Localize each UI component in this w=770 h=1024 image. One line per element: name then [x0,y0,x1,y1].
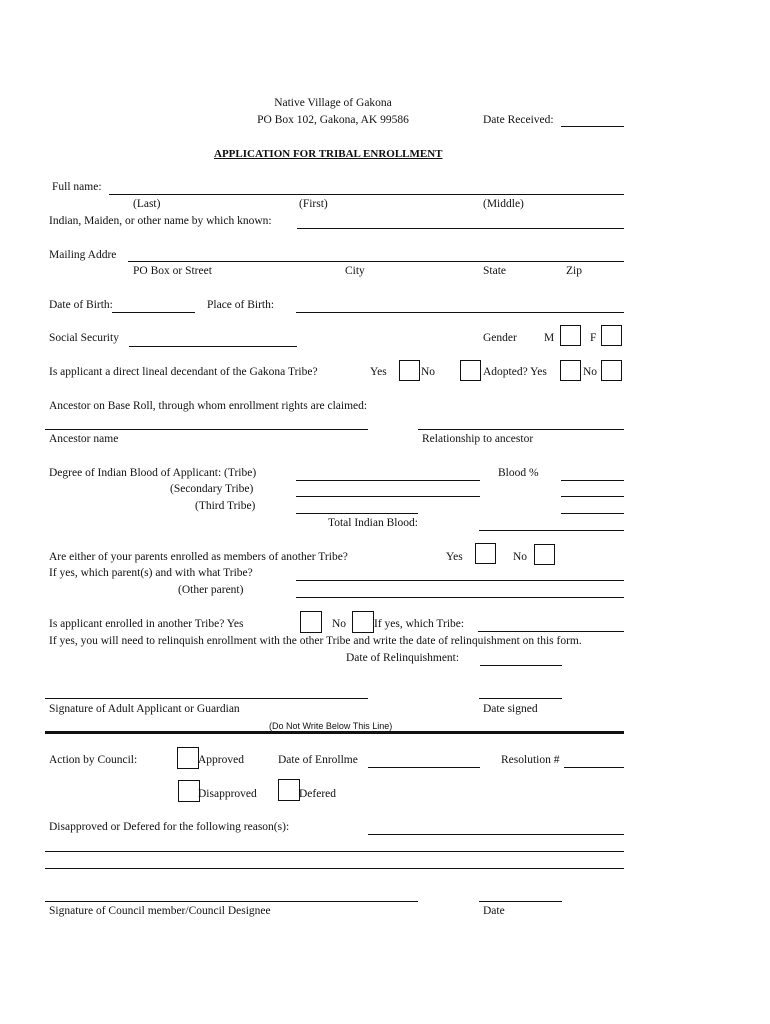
ssn-field[interactable] [129,346,297,347]
po-box-caption: PO Box or Street [133,265,212,277]
mailing-address-field[interactable] [128,261,624,262]
other-tribe-no-checkbox[interactable] [352,611,374,633]
secondary-tribe-field[interactable] [296,496,480,497]
blood-percent-field-1[interactable] [561,480,624,481]
ancestor-name-label: Ancestor name [49,433,119,445]
dob-field[interactable] [112,312,195,313]
third-tribe-label: (Third Tribe) [195,500,256,512]
council-signature-field[interactable] [45,901,418,902]
ssn-label: Social Security [49,332,119,344]
enrollment-date-field[interactable] [368,767,480,768]
place-of-birth-field[interactable] [296,312,624,313]
other-parent-label: (Other parent) [178,584,244,596]
form-title: APPLICATION FOR TRIBAL ENROLLMENT [214,148,443,160]
total-blood-field[interactable] [479,530,624,531]
other-tribe-yes-checkbox[interactable] [300,611,322,633]
resolution-label: Resolution # [501,754,560,766]
adopted-yes-checkbox[interactable] [560,360,581,381]
relinquishment-date-field[interactable] [480,665,562,666]
third-tribe-field[interactable] [296,513,418,514]
enrollment-date-label: Date of Enrollme [278,754,358,766]
which-tribe-label: If yes, which Tribe: [374,618,465,630]
full-name-label: Full name: [52,181,102,193]
other-tribe-no-label: No [332,618,347,630]
reasons-label: Disapproved or Defered for the following reason(s): [49,821,290,833]
relinquishment-date-label: Date of Relinquishment: [346,652,460,664]
place-of-birth-label: Place of Birth: [207,299,275,311]
state-caption: State [483,265,506,277]
lineal-no-label: No [421,366,436,378]
parents-yes-label: Yes [446,551,463,563]
approved-label: Approved [198,754,244,766]
which-parent-field[interactable] [296,580,624,581]
blood-degree-label: Degree of Indian Blood of Applicant: (Tribe) [49,467,257,479]
secondary-tribe-label: (Secondary Tribe) [170,483,254,495]
lineal-question: Is applicant a direct lineal decendant of the Gakona Tribe? [49,366,318,378]
gender-f-label: F [590,332,597,344]
parents-no-label: No [513,551,528,563]
resolution-field[interactable] [564,767,624,768]
adopted-no-checkbox[interactable] [601,360,622,381]
date-signed-field[interactable] [479,698,562,699]
other-name-label: Indian, Maiden, or other name by which known: [49,215,272,227]
gender-m-checkbox[interactable] [560,325,581,346]
council-date-field[interactable] [479,901,562,902]
lineal-no-checkbox[interactable] [460,360,481,381]
approved-checkbox[interactable] [177,747,199,769]
council-date-label: Date [483,905,505,917]
blood-percent-field-2[interactable] [561,496,624,497]
which-parent-label: If yes, which parent(s) and with what Tribe? [49,567,253,579]
ancestor-name-field[interactable] [45,429,368,430]
council-signature-label: Signature of Council member/Council Designee [49,905,271,917]
relationship-field[interactable] [418,429,624,430]
other-parent-field[interactable] [296,597,624,598]
date-received-label: Date Received: [483,114,554,126]
tribe-field[interactable] [296,480,480,481]
do-not-write-note: (Do Not Write Below This Line) [269,721,393,731]
middle-name-caption: (Middle) [483,198,524,210]
applicant-signature-label: Signature of Adult Applicant or Guardian [49,703,240,715]
blood-percent-label: Blood % [498,467,539,479]
lineal-yes-label: Yes [370,366,387,378]
other-tribe-question: Is applicant enrolled in another Tribe? Yes [49,618,244,630]
relinquish-notice: If yes, you will need to relinquish enrollment with the other Tribe and write the date of relinquishment on this form. [49,635,582,647]
adopted-yes-label: Adopted? Yes [483,366,547,378]
adopted-no-label: No [583,366,598,378]
city-caption: City [345,265,365,277]
action-by-council-label: Action by Council: [49,754,138,766]
applicant-signature-field[interactable] [45,698,368,699]
blood-percent-field-3[interactable] [561,513,624,514]
dob-label: Date of Birth: [49,299,113,311]
ancestor-question: Ancestor on Base Roll, through whom enrollment rights are claimed: [49,400,368,412]
zip-caption: Zip [566,265,582,277]
disapproved-checkbox[interactable] [178,780,200,802]
parents-yes-checkbox[interactable] [475,543,496,564]
relationship-label: Relationship to ancestor [422,433,534,445]
lineal-yes-checkbox[interactable] [399,360,420,381]
date-signed-label: Date signed [483,703,538,715]
other-name-field[interactable] [297,228,624,229]
gender-label: Gender [483,332,517,344]
parents-question: Are either of your parents enrolled as members of another Tribe? [49,551,348,563]
total-blood-label: Total Indian Blood: [328,517,418,529]
parents-no-checkbox[interactable] [534,544,555,565]
reasons-field-3[interactable] [45,868,624,869]
reasons-field-1[interactable] [368,834,624,835]
last-name-caption: (Last) [133,198,161,210]
mailing-address-label: Mailing Addre [49,249,117,261]
disapproved-label: Disapproved [198,788,257,800]
first-name-caption: (First) [299,198,328,210]
which-tribe-field[interactable] [478,631,624,632]
full-name-field[interactable] [109,194,624,195]
office-use-divider [45,731,624,734]
gender-m-label: M [544,332,555,344]
gender-f-checkbox[interactable] [601,325,622,346]
org-address: PO Box 102, Gakona, AK 99586 [257,114,409,126]
org-name: Native Village of Gakona [274,97,392,109]
date-received-field[interactable] [561,126,624,127]
defered-checkbox[interactable] [278,779,300,801]
reasons-field-2[interactable] [45,851,624,852]
defered-label: Defered [299,788,337,800]
